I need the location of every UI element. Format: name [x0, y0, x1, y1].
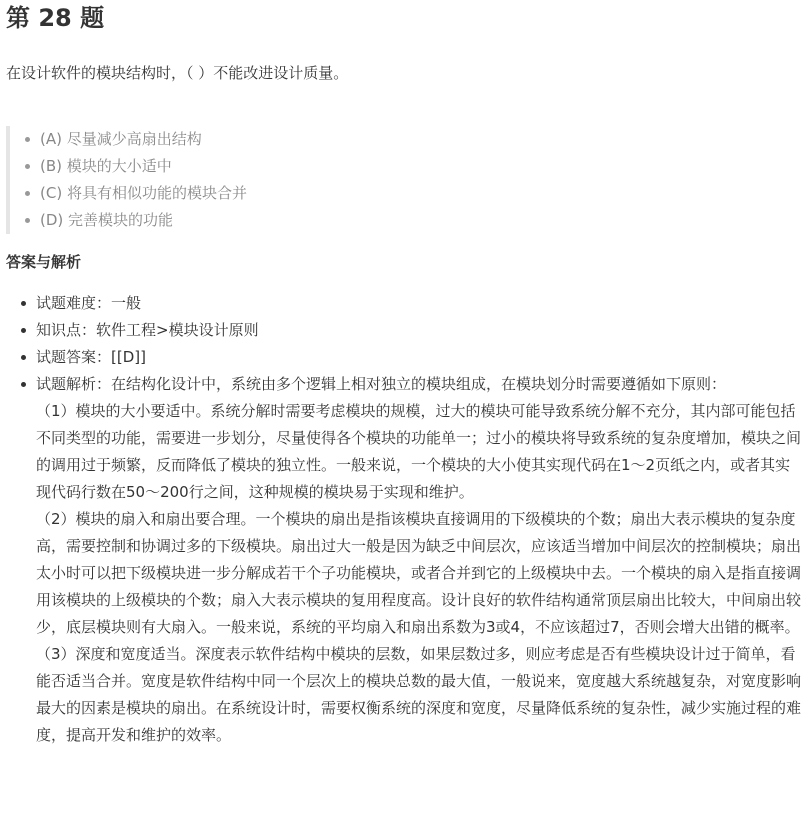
option-a: (A) 尽量减少高扇出结构	[40, 126, 790, 153]
analysis-paragraph-1: （1）模块的大小要适中。系统分解时需要考虑模块的规模，过大的模块可能导致系统分解不充分，其内部可能包括不同类型的功能，需要进一步划分，尽量使得各个模块的功能单一；过小的模块将导致系统的复杂度增加，模块之间的调用过于频繁，反而降低了模块的独立性。一般来说，一个模块的大小使其实现代码在1～2页纸之内，或者其实现代码行数在50～200行之间，这种规模的模块易于实现和维护。	[36, 402, 802, 501]
analysis-paragraph-3: （3）深度和宽度适当。深度表示软件结构中模块的层数，如果层数过多，则应考虑是否有些模块设计过于简单，看能否适当合并。宽度是软件结构中同一个层次上的模块总数的最大值，一般说来，宽度越大系统越复杂，对宽度影响最大的因素是模块的扇出。在系统设计时，需要权衡系统的深度和宽度，尽量降低系统的复杂性，减少实施过程的难度，提高开发和维护的效率。	[36, 645, 802, 744]
option-b: (B) 模块的大小适中	[40, 153, 790, 180]
knowledge-point-item: 知识点：软件工程>模块设计原则	[36, 317, 804, 344]
analysis-intro: 试题解析：在结构化设计中，系统由多个逻辑上相对独立的模块组成，在模块划分时需要遵循如下原则：	[36, 375, 727, 393]
answer-details-list	[6, 290, 804, 749]
difficulty-item: 试题难度：一般	[36, 290, 804, 317]
option-c: (C) 将具有相似功能的模块合并	[40, 180, 790, 207]
question-text: 在设计软件的模块结构时，（ ）不能改进设计质量。	[6, 64, 349, 82]
option-d: (D) 完善模块的功能	[40, 207, 790, 234]
question-title: 第 28 题	[6, 4, 105, 32]
analysis-paragraph-2: （2）模块的扇入和扇出要合理。一个模块的扇出是指该模块直接调用的下级模块的个数；扇出大表示模块的复杂度高，需要控制和协调过多的下级模块。扇出过大一般是因为缺乏中间层次，应该适当增加中间层次的控制模块；扇出太小时可以把下级模块进一步分解成若干个子功能模块，或者合并到它的上级模块中去。一个模块的扇入是指直接调用该模块的上级模块的个数；扇入大表示模块的复用程度高。设计良好的软件结构通常顶层扇出比较大，中间扇出较少，底层模块则有大扇入。一般来说，系统的平均扇入和扇出系数为3或4，不应该超过7，否则会增大出错的概率。	[36, 510, 802, 636]
options-blockquote	[6, 126, 790, 234]
options-list	[10, 126, 790, 234]
answer-item: 试题答案：[[D]]	[36, 344, 804, 371]
analysis-item	[36, 371, 804, 749]
answer-heading: 答案与解析	[6, 253, 82, 271]
